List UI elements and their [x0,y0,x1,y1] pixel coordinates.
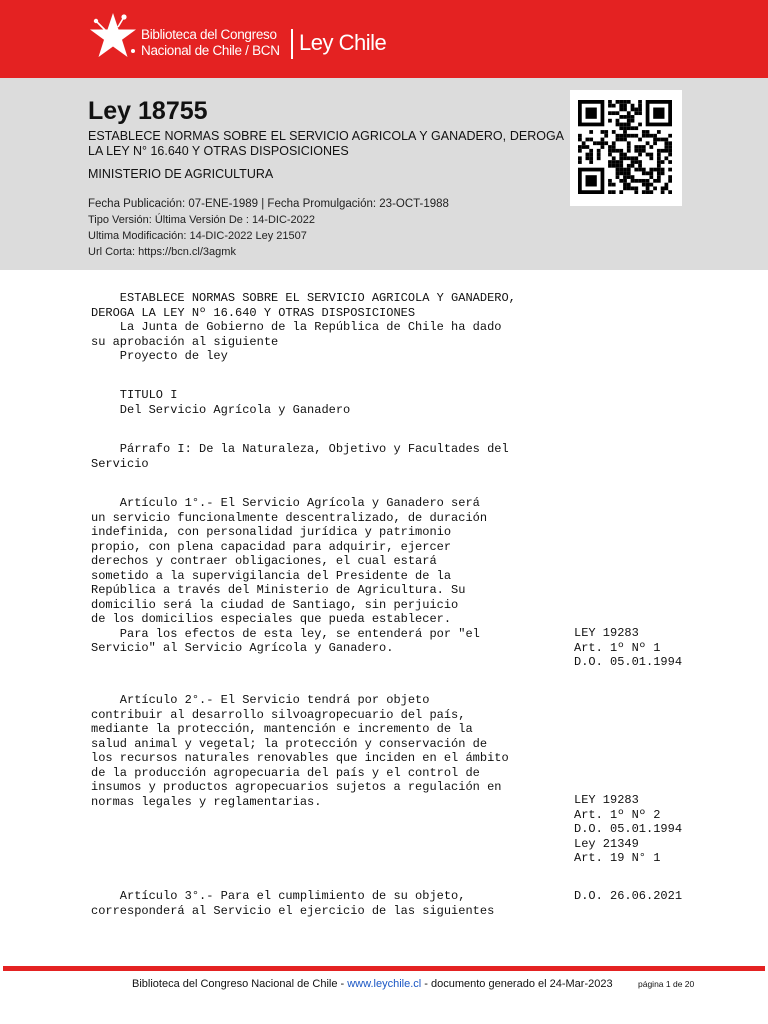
brand-divider [291,29,293,59]
article-2-annotation: LEY 19283 Art. 1º Nº 2 D.O. 05.01.1994 Ley 21349 Art. 19 N° 1 [574,793,683,865]
article-2: Artículo 2°.- El Servicio tendrá por objeto contribuir al desarrollo silvoagropecuario del país, mediante la protección, mantención e incremento de la salud animal y vegetal; la protección y conservación de los recursos naturales renovables que inciden en el ámbito de la producción agropecuaria del país y el control de insumos y productos agropecuarios sujetos a regulación en normas legales y reglamentarias. [91,693,509,809]
law-subtitle: ESTABLECE NORMAS SOBRE EL SERVICIO AGRICOLA Y GANADERO, DEROGA LA LEY N° 16.640 Y OTRAS DISPOSICIONES [88,129,564,158]
version-type: Tipo Versión: Última Versión De : 14-DIC-2022 [88,214,316,226]
bcn-star-logo-icon [88,11,138,61]
footer-text [132,978,613,991]
footer-prefix: Biblioteca del Congreso Nacional de Chile - [132,978,348,990]
title-i-heading: TITULO I Del Servicio Agrícola y Ganadero [119,388,351,417]
short-url[interactable]: Url Corta: https://bcn.cl/3agmk [88,246,236,258]
page-number: página 1 de 20 [638,979,695,989]
brand-line-2: Nacional de Chile / BCN [141,43,280,58]
last-modification: Ultima Modificación: 14-DIC-2022 Ley 21507 [88,230,307,242]
article-3: Artículo 3°.- Para el cumplimiento de su objeto, corresponderá al Servicio el ejercicio de las siguientes [91,889,495,918]
paragraph-i-heading: Párrafo I: De la Naturaleza, Objetivo y Facultades del Servicio [91,442,509,471]
qr-code-panel [570,90,682,206]
footer-link[interactable]: www.leychile.cl [347,978,422,990]
footer-suffix: - documento generado el 24-Mar-2023 [421,978,613,990]
publication-dates: Fecha Publicación: 07-ENE-1989 | Fecha Promulgación: 23-OCT-1988 [88,198,449,210]
article-1-annotation: LEY 19283 Art. 1º Nº 1 D.O. 05.01.1994 [574,626,683,669]
footer-divider [3,966,765,971]
article-1: Artículo 1°.- El Servicio Agrícola y Ganadero será un servicio funcionalmente descentralizado, de duración indefinida, con personalidad jurídica y patrimonio propio, con plena capacidad para adquirir, ejercer derechos y contraer obligaciones, el cual estará sometido a la supervigilancia del Presidente de la República a través del Ministerio de Agricultura. Su domicilio será la ciudad de Santiago, sin perjuicio de los domicilios especiales que pueda establecer. Para los efectos de esta ley, se entenderá por "el Servicio" al Servicio Agrícola y Ganadero. [91,496,488,655]
law-intro: ESTABLECE NORMAS SOBRE EL SERVICIO AGRICOLA Y GANADERO, DEROGA LA LEY Nº 16.640 Y OTRAS DISPOSICIONES La Junta de Gobierno de la República de Chile ha dado su aprobación al siguiente Proyecto de ley [91,291,516,363]
qr-code-icon [578,100,672,194]
brand-line-1: Biblioteca del Congreso [141,27,277,42]
law-title: Ley 18755 [88,97,208,125]
article-3-annotation: D.O. 26.06.2021 [574,889,683,903]
brand-name[interactable]: Ley Chile [299,30,387,55]
ministry-name: MINISTERIO DE AGRICULTURA [88,167,274,181]
